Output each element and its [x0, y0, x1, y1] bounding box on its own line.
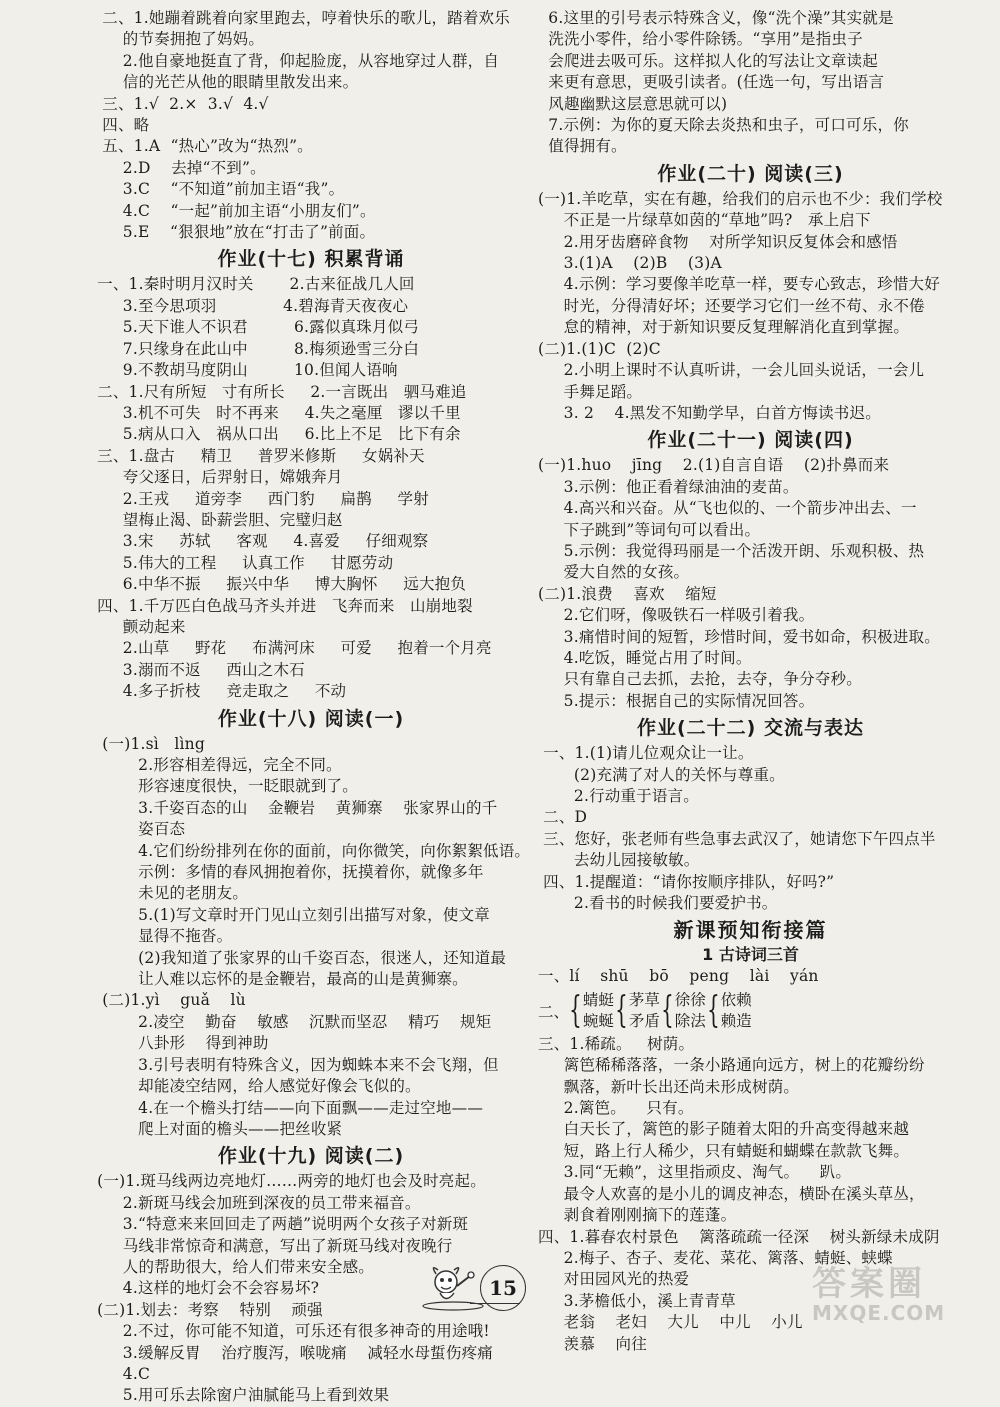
answer-line: 3.痛惜时间的短暂，珍惜时间，爱书如命，积极进取。: [538, 627, 940, 646]
word: 依赖: [720, 990, 752, 1009]
word: 蜻蜓: [582, 990, 614, 1009]
answer-line: 最令人欢喜的是小儿的调皮神态，横卧在溪头草丛，: [538, 1184, 925, 1203]
heading-homework-20: 作业(二十) 阅读(三): [657, 162, 844, 185]
word-pair: [675, 990, 706, 1032]
answer-line: 二、D: [538, 808, 588, 827]
watermark-text: 答案圈: [812, 1264, 926, 1304]
answer-line: (一)1.斑马线两边亮地灯……两旁的地灯也会及时亮起。: [92, 1172, 486, 1191]
left-column: [92, 8, 530, 1407]
answer-line: 去幼儿园接敏敏。: [538, 851, 700, 870]
word: 矛盾: [628, 1011, 660, 1030]
answer-line: 四、1.千万匹白色战马齐头并进 飞奔而来 山崩地裂: [92, 596, 473, 615]
answer-line: 5.用可乐去除窗户油腻能马上看到效果: [92, 1386, 390, 1405]
answer-line: 2.D 去掉“不到”。: [92, 158, 266, 177]
answer-line: 2.他自豪地挺直了背，仰起脸庞，从容地穿过人群，自: [92, 51, 500, 70]
answer-line: 4.在一个檐头打结——向下面飘——走过空地——: [92, 1098, 484, 1117]
answer-line: 望梅止渴、卧薪尝胆、完璧归赵: [92, 510, 343, 529]
answer-line: 的节奏拥抱了妈妈。: [92, 30, 265, 49]
answer-line: 7.示例：为你的夏天除去炎热和虫子，可口可乐，你: [538, 116, 909, 135]
answer-line: (一)1.huo jīng 2.(1)自言自语 (2)扑鼻而来: [538, 456, 890, 475]
answer-line: 时光，分得清好坏；还要学习它们一丝不苟、永不倦: [538, 296, 925, 315]
answer-line: 3.缓解反胃 治疗腹泻，喉咙痛 减轻水母蜇伤疼痛: [92, 1343, 493, 1362]
answer-line: 三、您好，张老师有些急事去武汉了，她请您下午四点半: [538, 829, 936, 848]
answer-line: (2)充满了对人的关怀与尊重。: [538, 765, 785, 784]
answer-line: 7.只缘身在此山中 8.梅须逊雪三分白: [92, 339, 420, 358]
answer-line: 对田园风光的热爱: [538, 1270, 690, 1289]
answer-line: 手舞足蹈。: [538, 382, 643, 401]
answer-line: 5.天下谁人不识君 6.露似真珠月似弓: [92, 318, 420, 337]
answer-line: 2.凌空 勤奋 敏感 沉默而坚忍 精巧 规矩: [92, 1012, 492, 1031]
answer-line: 3.“特意来来回回走了两趟”说明两个女孩子对新斑: [92, 1215, 469, 1234]
page-number: 15: [480, 1265, 526, 1311]
brace-icon: {: [660, 989, 674, 1031]
right-block-c: [538, 455, 963, 712]
watermark: [812, 1256, 992, 1325]
answer-line: 3.宋 苏轼 客观 4.喜爱 仔细观察: [92, 532, 429, 551]
answer-line: 爬上对面的檐头——把丝收紧: [92, 1119, 343, 1138]
answer-line: 4.这样的地灯会不会容易坏?: [92, 1279, 320, 1298]
left-block-b: [92, 274, 530, 702]
answer-line: 4.C: [92, 1364, 151, 1383]
answer-line: 3.C “不知道”前加主语“我”。: [92, 180, 345, 199]
answer-line: 3.引号表明有特殊含义，因为蜘蛛本来不会飞翔，但: [92, 1055, 499, 1074]
word-pair: [583, 990, 614, 1032]
brace-icon: {: [615, 989, 628, 1031]
heading-homework-21: 作业(二十一) 阅读(四): [647, 429, 854, 452]
answer-line: 二、1.尺有所短 寸有所长 2.一言既出 驷马难追: [92, 382, 467, 401]
word-pair: [629, 990, 660, 1032]
left-block-a: [92, 8, 530, 243]
answer-line: 3.机不可失 时不再来 4.失之毫厘 谬以千里: [92, 403, 461, 422]
answer-line: 三、1.盘古 精卫 普罗米修斯 女娲补天: [92, 446, 425, 465]
answer-line: 4.多子折枝 竞走取之 不动: [92, 682, 347, 701]
answer-line: 不正是一片绿草如茵的“草地”吗? 承上启下: [538, 211, 871, 230]
answer-line: 6.中华不振 振兴中华 博大胸怀 远大抱负: [92, 575, 467, 594]
brace-icon: {: [569, 989, 582, 1031]
answer-line: 会爬进去吸可乐。这样拟人化的写法让文章读起: [538, 51, 878, 70]
answer-line: 3.溺而不返 西山之木石: [92, 660, 305, 679]
answer-line: 3.(1)A (2)B (3)A: [538, 254, 722, 273]
heading-homework-22: 作业(二十二) 交流与表达: [637, 717, 864, 740]
answer-line: 4.示例：学习要像羊吃草一样，要专心致志，珍惜大好: [538, 275, 940, 294]
answer-line: 2.用牙齿磨碎食物 对所学知识反复体会和感悟: [538, 232, 898, 251]
answer-line: 短，路上行人稀少，只有蜻蜓和蝴蝶在款款飞舞。: [538, 1141, 910, 1160]
answer-line: 羡慕 向往: [538, 1334, 647, 1353]
answer-line: 2.新斑马线会加班到深夜的员工带来福音。: [92, 1193, 421, 1212]
answer-line: 2.它们呀，像吸铁石一样吸引着我。: [538, 606, 815, 625]
answer-line: 3.示例：他正看着绿油油的麦苗。: [538, 477, 799, 496]
answer-line: 一、1.(1)请儿位观众让一让。: [538, 744, 754, 763]
mascot-icon: [420, 1262, 486, 1312]
answer-line: 9.不教胡马度阴山 10.但闻人语响: [92, 361, 398, 380]
answer-line: 飘落，新叶长出还尚未形成树荫。: [538, 1077, 800, 1096]
watermark-url: MXQE.COM: [812, 1301, 946, 1325]
answer-line: 2.看书的时候我们要爱护书。: [538, 894, 778, 913]
answer-line: 5.E “狠狠地”放在“打击了”前面。: [92, 223, 376, 242]
answer-line: 2.小明上课时不认真听讲，一会儿回头说话，一会儿: [538, 361, 925, 380]
answer-line: 2.王戎 道旁李 西门豹 扁鹊 学射: [92, 489, 429, 508]
word: 蜿蜒: [582, 1011, 614, 1030]
answer-line: 2.篱笆。 只有。: [538, 1099, 694, 1118]
answer-line: 风趣幽默这层意思就可以): [538, 94, 728, 113]
answer-line: (2)我知道了张家界的山千姿百态，很迷人，还知道最: [92, 948, 507, 967]
answer-line: 5.示例：我觉得玛丽是一个活泼开朗、乐观积极、热: [538, 541, 925, 560]
answer-line: 5.伟大的工程 认真工作 甘愿劳动: [92, 553, 394, 572]
answer-line: 未见的老朋友。: [92, 884, 249, 903]
answer-line: 爱大自然的女孩。: [538, 563, 690, 582]
answer-line: 人的帮助很大，给人们带来安全感。: [92, 1257, 374, 1276]
heading-homework-18: 作业(十八) 阅读(一): [217, 707, 405, 730]
word: 除法: [674, 1011, 706, 1030]
answer-line: 6.这里的引号表示特殊含义，像“洗个澡”其实就是: [538, 9, 894, 27]
answer-line: 五、1.A “热心”改为“热烈”。: [92, 137, 313, 156]
brace-icon: {: [706, 989, 720, 1031]
answer-line: 值得拥有。: [538, 137, 627, 156]
answer-line: 一、1.秦时明月汉时关 2.古来征战几人回: [92, 275, 415, 294]
answer-line: (二)1.浪费 喜欢 缩短: [538, 584, 717, 603]
answer-line: 让人难以忘怀的是金鞭岩，最高的山是黄狮寨。: [92, 970, 468, 989]
answer-line: 四、1.提醒道：“请你按顺序排队，好吗?”: [538, 872, 835, 891]
lesson-title: 1 古诗词三首: [702, 945, 799, 965]
brace-columns: [569, 989, 756, 1033]
answer-line: 下子跳到”等词句可以看出。: [538, 520, 761, 539]
right-block-d: [538, 743, 963, 914]
answer-line: 2.不过，你可能不知道，可乐还有很多神奇的用途哦!: [92, 1322, 490, 1341]
heading-homework-19: 作业(十九) 阅读(二): [217, 1145, 405, 1168]
answer-line: (一)1.sì lìng: [92, 734, 205, 753]
answer-line: 3.千姿百态的山 金鞭岩 黄狮寨 张家界山的千: [92, 798, 498, 817]
answer-line: 2.梅子、杏子、麦花、菜花、篱落、蜻蜓、蛱蝶: [538, 1248, 893, 1267]
answer-line: 夸父逐日，后羿射日，嫦娥奔月: [92, 468, 343, 487]
answer-line: 3.同“无赖”，这里指顽皮、淘气。 趴。: [538, 1163, 852, 1182]
answer-line: 四、1.暮春农村景色 篱落疏疏一径深 树头新绿未成阴: [538, 1227, 940, 1246]
answer-line: 二、1.她蹦着跳着向家里跑去，哼着快乐的歌儿，踏着欢乐: [92, 9, 510, 27]
answer-line: 显得不拖沓。: [92, 927, 233, 946]
answer-line: 示例：多情的春风拥抱着你，抚摸着你，就像多年: [92, 863, 484, 882]
right-block-e: [538, 966, 963, 987]
answer-line: 3. 2 4.黑发不知勤学早，白首方悔读书迟。: [538, 403, 881, 422]
answer-line: 3.至今思项羽 4.碧海青天夜夜心: [92, 296, 409, 315]
word-brace-group: [538, 988, 963, 1034]
brace-prefix: 二、: [538, 1002, 570, 1021]
answer-line: 马线非常惊奇和满意，写出了新斑马线对夜晚行: [92, 1236, 453, 1255]
answer-line: 剥食着刚刚摘下的莲蓬。: [538, 1206, 737, 1225]
answer-line: 八卦形 得到神助: [92, 1034, 269, 1053]
answer-line: (二)1.(1)C (2)C: [538, 339, 661, 358]
answer-line: 一、lí shū bō peng lài yán: [538, 967, 819, 986]
answer-line: 2.行动重于语言。: [538, 787, 699, 805]
word: 茅草: [628, 990, 660, 1009]
answer-line: 来更有意思，更吸引读者。(任选一句，写出语言: [538, 73, 885, 92]
right-block-a: [538, 8, 963, 158]
answer-line: 5.提示：根据自己的实际情况回答。: [538, 691, 815, 710]
answer-line: 三、1.√ 2.× 3.√ 4.√: [92, 94, 269, 113]
answer-line: 颤动起来: [92, 617, 186, 636]
answer-line: (一)1.羊吃草，实在有趣，给我们的启示也不少：我们学校: [538, 189, 943, 208]
answer-line: (二)1.划去：考察 特别 顽强: [92, 1300, 323, 1319]
answer-line: 4.吃饭，睡觉占用了时间。: [538, 648, 752, 667]
answer-line: 5.(1)写文章时开门见山立刻引出描写对象，使文章: [92, 905, 490, 924]
answer-line: 5.病从口入 祸从口出 6.比上不足 比下有余: [92, 425, 461, 444]
word: 徐徐: [674, 990, 706, 1009]
answer-line: 怠的精神，对于新知识要反复理解消化直到掌握。: [538, 318, 910, 337]
answer-line: (二)1.yì guǎ lù: [92, 991, 246, 1010]
answer-line: 信的光芒从他的眼睛里散发出来。: [92, 73, 359, 92]
answer-line: 姿百态: [92, 820, 186, 839]
answer-line: 只有靠自己去抓，去抢，去夺，争分夺秒。: [538, 670, 862, 689]
answer-line: 3.茅檐低小，溪上青青草: [538, 1291, 736, 1310]
heading-homework-17: 作业(十七) 积累背诵: [217, 248, 405, 271]
answer-line: 三、1.稀疏。 树荫。: [538, 1034, 695, 1053]
answer-line: 4.C “一起”前加主语“小朋友们”。: [92, 201, 376, 220]
answer-line: 白天长了，篱笆的影子随着太阳的升高变得越来越: [538, 1120, 910, 1139]
right-column: [538, 8, 963, 1355]
page-number-underline: [470, 1303, 520, 1304]
right-block-b: [538, 189, 963, 424]
answer-line: 洗洗小零件，给小零件除锈。“享用”是指虫子: [538, 30, 863, 49]
answer-line: 4.高兴和兴奋。从“飞也似的、一个箭步冲出去、一: [538, 499, 917, 518]
section-title: 新课预知衔接篇: [673, 918, 828, 943]
answer-line: 篱笆稀稀落落，一条小路通向远方，树上的花瓣纷纷: [538, 1056, 925, 1075]
answer-line: 2.形容相差得远，完全不同。: [92, 756, 342, 774]
answer-line: 四、略: [92, 116, 150, 135]
answer-line: 老翁 老妇 大儿 中儿 小儿: [538, 1313, 803, 1332]
left-block-c: [92, 734, 530, 1141]
answer-line: 却能凌空结网，给人感觉好像会飞似的。: [92, 1077, 421, 1096]
answer-line: 2.山草 野花 布满河床 可爱 抱着一个月亮: [92, 639, 492, 658]
answer-line: 4.它们纷纷排列在你的面前，向你微笑，向你絮絮低语。: [92, 841, 530, 860]
word-pair: [721, 990, 752, 1032]
answer-line: 形容速度很快，一眨眼就到了。: [92, 777, 358, 796]
word: 赖造: [720, 1011, 752, 1030]
